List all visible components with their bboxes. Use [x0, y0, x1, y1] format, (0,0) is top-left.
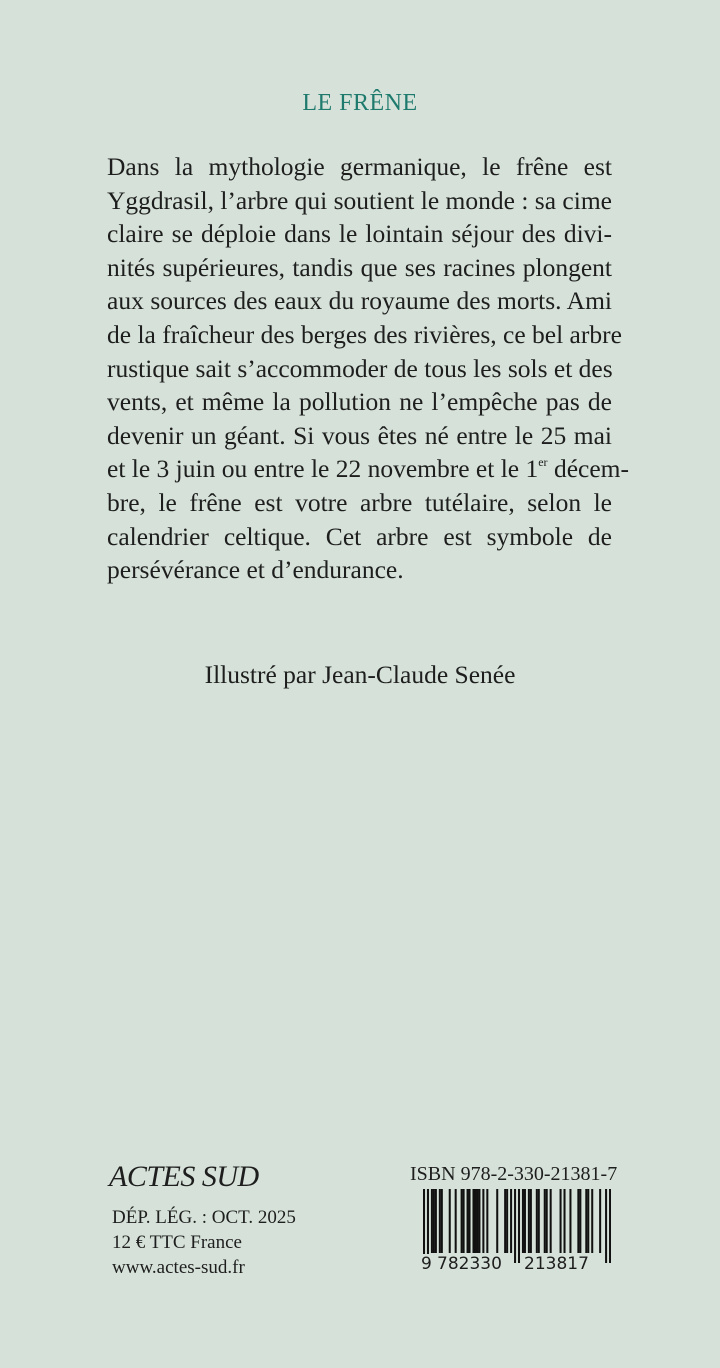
ordinal-superscript: er	[538, 455, 548, 470]
barcode-bar	[496, 1189, 498, 1253]
publisher-logo: ACTES SUD	[109, 1160, 259, 1193]
barcode-bar	[435, 1189, 437, 1253]
blurb-line: claire se déploie dans le lointain séjour des divi-	[107, 219, 612, 249]
barcode-bar	[591, 1189, 593, 1253]
isbn: ISBN 978-2-330-21381-7	[410, 1163, 618, 1185]
blurb-line: persévérance et d’endurance.	[107, 555, 404, 585]
blurb-line	[107, 452, 629, 486]
barcode-bar	[577, 1189, 579, 1253]
barcode-bar	[486, 1189, 488, 1253]
barcode-bar	[474, 1189, 476, 1253]
barcode-bar	[609, 1189, 611, 1263]
barcode-bar	[478, 1189, 480, 1253]
blurb-line: bre, le frêne est votre arbre tutélaire, selon le	[107, 487, 612, 517]
barcode-bar	[536, 1189, 538, 1253]
barcode-bar	[469, 1189, 471, 1253]
barcode-bar	[528, 1189, 530, 1253]
barcode-bar	[587, 1189, 589, 1253]
barcode-bar	[431, 1189, 433, 1253]
barcode-bar	[463, 1189, 465, 1253]
barcode-bar	[544, 1189, 546, 1253]
blurb-line: calendrier celtique. Cet arbre est symbole de	[107, 521, 612, 551]
blurb-line: nités supérieures, tandis que ses racines plongent	[107, 252, 612, 282]
barcode-first-digit: 9	[421, 1254, 432, 1274]
barcode-bar	[476, 1189, 478, 1253]
barcode-bar	[461, 1189, 463, 1253]
barcode	[423, 1189, 611, 1263]
barcode-bar	[433, 1189, 435, 1253]
barcode-left-digits: 782330	[437, 1254, 502, 1274]
barcode-bar	[482, 1189, 484, 1253]
barcode-bar	[599, 1189, 601, 1253]
barcode-bar	[467, 1189, 469, 1253]
barcode-bar	[546, 1189, 548, 1253]
blurb-line: de la fraîcheur des berges des rivières, ce bel arbre	[107, 319, 622, 349]
blurb-line: Yggdrasil, l’arbre qui soutient le monde : sa cime	[107, 185, 612, 215]
blurb-line: rustique sait s’accommoder de tous les sols et des	[107, 353, 613, 383]
barcode-bar	[506, 1189, 508, 1253]
barcode-bar	[550, 1189, 552, 1253]
barcode-bar	[518, 1189, 520, 1263]
barcode-bar	[472, 1189, 474, 1253]
barcode-bar	[522, 1189, 524, 1253]
legal-deposit: DÉP. LÉG. : OCT. 2025	[112, 1207, 296, 1228]
barcode-bar	[423, 1189, 425, 1263]
blurb-line: vents, et même la pollution ne l’empêche pas de	[107, 387, 612, 417]
illustrator-credit: Illustré par Jean-Claude Senée	[204, 660, 516, 689]
barcode-bar	[585, 1189, 587, 1253]
book-title: LE FRÊNE	[302, 90, 418, 116]
website-link[interactable]: www.actes-sud.fr	[112, 1257, 245, 1278]
barcode-bar	[449, 1189, 451, 1253]
barcode-bar	[538, 1189, 540, 1253]
blurb-line-start: et le 3 juin ou entre le 22 novembre et le 1	[107, 454, 539, 484]
barcode-bar	[605, 1189, 607, 1263]
barcode-right-digits: 213817	[524, 1254, 589, 1274]
blurb-line: aux sources des eaux du royaume des morts. Ami	[107, 286, 612, 316]
barcode-bar	[510, 1189, 512, 1253]
barcode-bar	[560, 1189, 562, 1253]
barcode-bar	[439, 1189, 441, 1253]
barcode-bar	[427, 1189, 429, 1263]
blurb-line: devenir un géant. Si vous êtes né entre le 25 mai	[107, 420, 612, 450]
barcode-bar	[579, 1189, 581, 1253]
barcode-bar	[530, 1189, 532, 1253]
barcode-bar	[504, 1189, 506, 1253]
barcode-digits	[420, 1254, 616, 1278]
blurb-line: Dans la mythologie germanique, le frêne est	[107, 152, 612, 181]
price: 12 € TTC France	[112, 1232, 242, 1253]
barcode-bar	[524, 1189, 526, 1253]
barcode-bar	[455, 1189, 457, 1253]
barcode-bar	[441, 1189, 443, 1253]
barcode-bar	[514, 1189, 516, 1263]
blurb	[107, 150, 629, 587]
barcode-bar	[569, 1189, 571, 1253]
blurb-line-end: décem-	[547, 454, 629, 484]
barcode-bar	[564, 1189, 566, 1253]
